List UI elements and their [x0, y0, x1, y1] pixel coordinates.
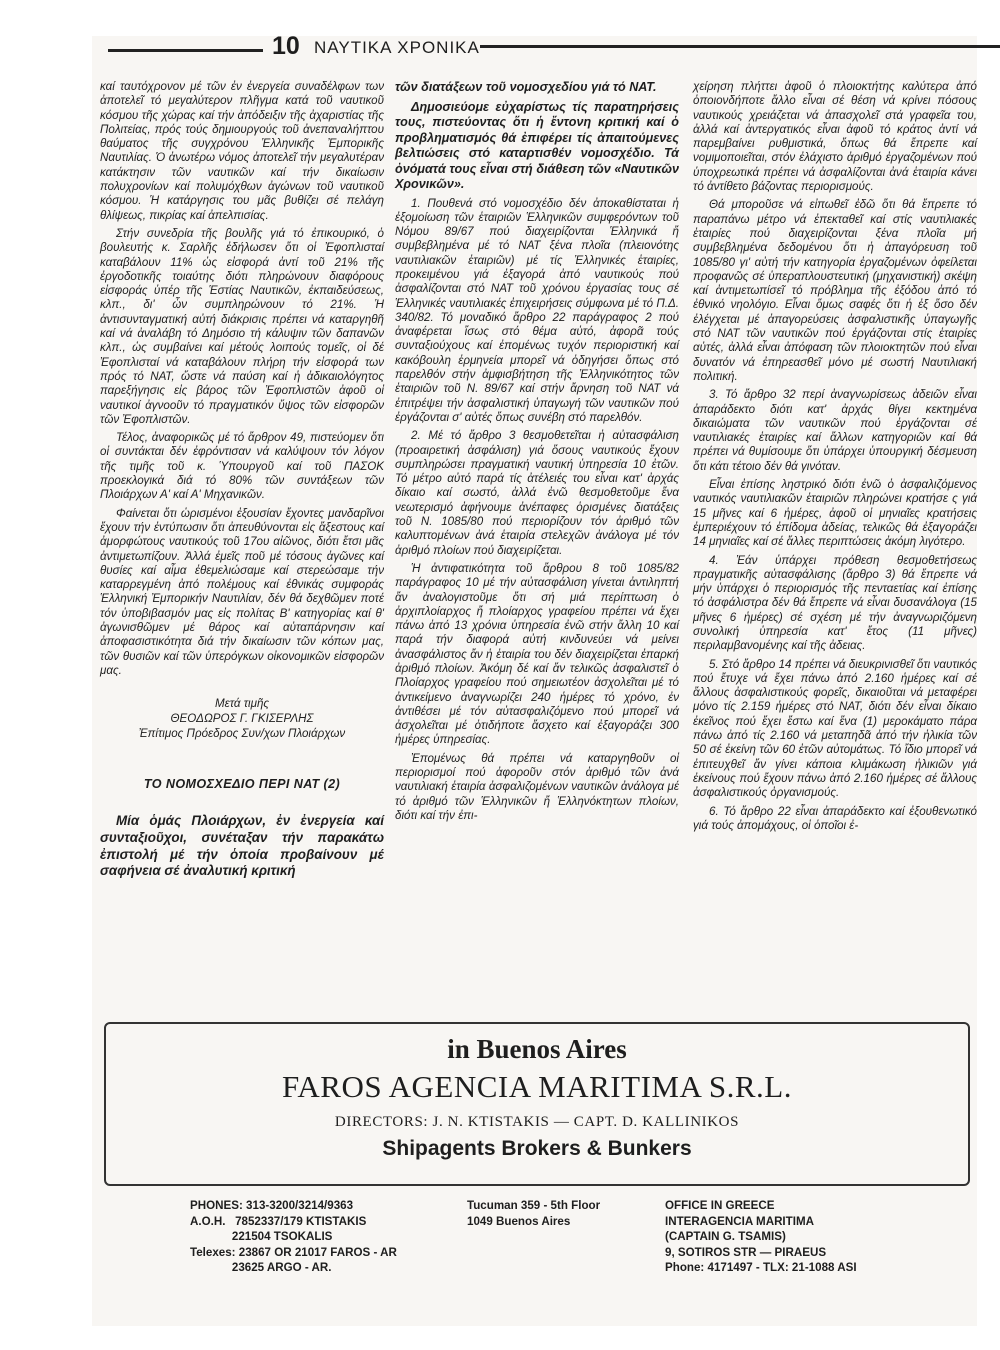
paragraph: 3. Τό ἄρθρο 32 περί ἀναγνωρίσεως ἀδειῶν εἶναι ἀπαράδεκτο διότι κατ' ἀρχάς θίγει κεκτημένα δικαιώματα τῶν ναυτικῶν πού ἐργάζονται σέ ναυτιλιακές ἑταιρίες καί ἄλλων κατηγοριῶν καί θά πρέπει νά θυμίσουμε ὅτι ὑπάρχει ὑπουργική δέσμευση ὅτι κάτι τέτοιο δέν θά γινόταν.: [693, 388, 977, 473]
header-rule-right: [480, 45, 1000, 48]
ad-location: in Buenos Aires: [447, 1034, 627, 1064]
paragraph: 1. Πουθενά στό νομοσχέδιο δέν ἀποκαθίσταται ἡ ἐξομοίωση τῶν ἑταιριῶν Ἑλληνικῶν συμφερόντων τοῦ Νόμου 89/67 πού διαχειρίζονται Ἑλληνικά ἤ συμβεβλημένα μέ τό ΝΑΤ ξένα πλοῖα (πλειονότης ναυτιλιακῶν ἑταιριῶν) μέ τίς Ἑλληνικές ἑταιρίες, προκειμένου γιά ἐξαγορά ἀπό ναυτικούς πού ἀσφαλίζονται στό ΝΑΤ τοῦ χρόνου ἐργασίας τους σέ Ἑλληνικές ναυτιλιακές ἐπιχειρήσεις σύμφωνα μέ τό Π.Δ. 340/82. Τό μοναδικό ἄρθρο 22 παράγραφος 2 πού ἀναφέρεται ἴσως στό θέμα αὐτό, ἀφορᾶ τούς συνταξιούχους καί ἐπομένως τυχόν περιοριστική καί κακόβουλη ἑρμηνεία μπορεῖ νά ὁδηγήσει ὅπως στό παρελθόν στήν ἀμφισβήτηση τῆς Ἑλληνικότητος τῶν ἑταιριῶν τοῦ Ν. 89/67 καί στήν ἄρνηση τοῦ ΝΑΤ νά ἐπιτρέψει τήν ἀσφαλιστική ὑπαγωγή τῶν ναυτικῶν πού ἐργάζονται σ' αὐτές ὅπως συνέβη στό παρελθόν.: [395, 196, 679, 424]
ad-directors: DIRECTORS: J. N. KTISTAKIS — CAPT. D. KALLINIKOS: [334, 1114, 740, 1130]
article-title: ΤΟ ΝΟΜΟΣΧΕΔΙΟ ΠΕΡΙ ΝΑΤ (2): [143, 777, 341, 792]
paragraph: καί ταυτόχρονον μέ τῶν ἐν ἐνεργεία συναδέλφων των ἀποτελεῖ τό μεγαλύτερον πλῆγμα κατά τοῦ ναυτικοῦ κόσμου τῆς χώρας καί τήν ἀπόδειξιν τῆς ἀχαριστίας τῆς Πολιτείας, πρός τούς δημιουργούς τοῦ ἀνεπαναλήπτου θαύματος τῆς συγχρόνου Ἑλληνικῆς Ἐμπορικῆς Ναυτιλίας. Ὁ ἀνωτέρω νόμος ἀποτελεῖ τήν μεγαλυτέραν κατάκτησιν τῶν ναυτικῶν καί τήν δικαίωσιν πολυχρονίων καί πολυμόχθων ἀγώνων τοῦ ναυτικοῦ κόσμου. Ἡ κατάργησις του μᾶς βυθίζει σέ πελάγη θλίψεως, πικρίας καί ἀπελπισίας.: [100, 80, 384, 222]
paragraph: Εἶναι ἐπίσης ληστρικό διότι ἐνῶ ὁ ἀσφαλιζόμενος ναυτικός ναυτιλιακῶν ἑταιριῶν πληρώνει κρατήσε ς γιά 15 μῆνες καί 6 ἡμέρες, ἀφοῦ οἱ μηνιαῖες κρατήσεις ἐμπεριέχουν τό ἐπίδομα ἀδείας, τελικῶς θά ἐξαγοράζει 14 μηνιαῖες καί σέ ἄλλες περιπτώσεις ἀκόμη λιγότερο.: [693, 478, 977, 549]
page-header: [92, 32, 972, 68]
lead-bold-editorial: Δημοσιεύομε εὐχαρίστως τίς παρατηρήσεις τους, πιστεύοντας ὅτι ἡ ἔντονη κριτική καί ὁ προβληματισμός θά ἐπιφέρει τίς ἀπαιτούμενες βελτιώσεις στό καταρτισθέν νομοσχέδιο. Τά ὀνόματά τους εἶναι στή διάθεση τῶν «Ναυτικῶν Χρονικῶν».: [395, 99, 679, 191]
paragraph: χείρηση πλήττει ἀφοῦ ὁ πλοιοκτήτης καλύτερα ἀπό ὁποιονδήποτε ἄλλο εἶναι σέ θέση νά κρίνει πόσους ναυτικούς χρειάζεται νά ἀπασχολεῖ στά γραφεῖα του, ἀλλά καί ἀντεργατικός εἶναι ἀφοῦ τό κράτος ἀντί νά παρεμβαίνει ρυθμιστικά, ὅπως θά ἔπρεπε καί νομιμοποιεῖται, στόν ἐλάχιστο ἀριθμό ἐργαζομένων πού ὑποχρεωτικά πρέπει νά ἀσφαλίζονται ἀνά ἑταιρία κάνει τό ἀντίθετο βάζοντας περιορισμούς.: [693, 80, 977, 194]
paragraph: 6. Τό ἄρθρο 22 εἶναι ἀπαράδεκτο καί ἐξουθενωτικό γιά τούς ἀπομάχους, οἱ ὁποῖοι ἐ-: [693, 804, 977, 832]
letter-signature: [100, 696, 384, 741]
paragraph: 4. Ἐάν ὑπάρχει πρόθεση θεσμοθετήσεως πραγματικῆς αὐτασφάλισης (ἄρθρο 3) θά ἔπρεπε νά μήν ὑπάρχει ὁ περιορισμός τῆς πενταετίας καί ἐπίσης τό ἀσφάλιστρα δέν θά ἔπρεπε νά εἶναι δυσανάλογα (15 μῆνες 6 ἡμέρες) σέ σχέση μέ τήν ἀναγνωριζόμενη συνολική ὑπηρεσία κατ' ἔτος (11 μῆνες) περιλαμβανομένης καί τῆς ἀδειας.: [693, 553, 977, 653]
paragraph: Τέλος, ἀναφορικῶς μέ τό ἄρθρον 49, πιστεύομεν ὅτι οἱ συντάκται δέν ἐφρόντισαν νά καλύψουν τόν λόγον τῆς τιμῆς τοῦ κ. Ὑπουργοῦ καί τοῦ ΠΑΣΟΚ προεκλογικά διά τό 80% τῶν συντάξεων τῶν Πλοιάρχων Α' καί Α' Μηχανικῶν.: [100, 431, 384, 502]
paragraph: Στήν συνεδρία τῆς βουλῆς γιά τό ἐπικουρικό, ὁ βουλευτής κ. Σαρλῆς ἐδήλωσεν ὅτι οἱ Ἐφοπλισταί καταβάλουν 11% ὡς εἰσφορά ἀντί τοῦ 21% τῆς ἐργοδοτικῆς τοιαύτης διότι πληρώνουν διαφόρους εἰσφοράς ὑπέρ τῆς Ἑστίας Ναυτικῶν, ἐκπαιδεύσεως, κλπ., δι' ὧν συμπληρώνουν τό 21%. Ἡ ἀντισυνταγματική αὐτή διάκρισις πρέπει νά καταργηθῆ καί νά ἀναλάβη τό Δημόσιο τή κάλυψιν τῶν δαπανῶν κλπ., ὡς συμβαίνει καί μέτούς λοιπούς τομεῖς, οἱ δέ Ἐφοπλισταί νά καταβάλουν πλήρη τήν εἰσφορά των πρός τό ΝΑΤ, ὥστε νά παύση καί ἡ ἀδικαιολόγητος παρεξήγησις εἰς βάρος τῶν Ἐφοπλιστῶν ἀφοῦ οἱ ναυτικοί ἀγνοοῦν τό πραγματικόν ὕψος τῶν εἰσφορῶν τῶν Ἐφοπλιστῶν.: [100, 226, 384, 426]
column-1: [100, 80, 384, 880]
paragraph: Θά μποροῦσε νά εἰπωθεῖ ἐδῶ ὅτι θά ἔπρεπε τό παραπάνω μέτρο νά ἐπεκταθεῖ καί στίς ναυτιλιακές ἑταιρίες πού διαχειρίζονται ξένα πλοῖα μή συμβεβλημένα δεδομένου ὅτι ἡ ἀπαγόρευση τοῦ 1085/80 γι' αὐτή τήν κατηγορία ἐργαζομένων ὀφείλεται προφανῶς σέ ὑπεραπλουστευτική (μηχανιστική) σκέψη καί ἀντιμετωπίσεῖ τό πρόβλημα τῆς ἐξόδου ἀπό τό ἐθνικό νηολόγιο. Εἶναι ὅμως σαφές ὅτι ἡ ἐξ ὅσο δέν ἐλέγχεται μέ ἀπαγορεύσεις ἀσφαλιστικῆς ὑπαγωγῆς στό ΝΑΤ τῶν ναυτικῶν πού ἐργάζονται στίς ἑταιρίες αὐτές, ἀλλά εἶναι ἀπόφαση τῶν πλοιοκτητῶν πού εἶναι δυνατόν νά ἐπηρεασθεῖ μόνο μέ σωστή Ναυτιλιακή πολιτική.: [693, 198, 977, 383]
paragraph: 2. Μέ τό ἄρθρο 3 θεσμοθετεῖται ἡ αὐτασφάλιση (προαιρετική ἀσφάλιση) γιά ὅσους ναυτικούς ἔχουν συμπληρώσει πραγματική ναυτική ὑπηρεσία 10 ἐτῶν. Τό μέτρο αὐτό παρά τίς ἀτέλειές του εἶναι κατ' ἀρχάς δίκαιο καί σωστό, ἀλλά ἐνῶ θεσμοθετοῦμε ἕνα νεωτερισμό ἀφήνουμε ἀνέπαφες ὁρισμένες διατάξεις τοῦ Ν. 1085/80 πού περιορίζουν τόν ἀριθμό τῶν καλυπτομένων ἀνά ἑταιρία στελεχῶν ἀνάλογα μέ τόν ἀριθμό πλοίων πού διαχειρίζεται.: [395, 429, 679, 557]
page-number: 10: [272, 32, 300, 60]
column-2: [395, 80, 679, 827]
signature-closing: Μετά τιμῆς: [214, 697, 270, 711]
magazine-title: ΝΑΥΤΙΚΑ ΧΡΟΝΙΚΑ: [314, 38, 480, 57]
paragraph: Ἐπομένως θά πρέπει νά καταργηθοῦν οἱ περιορισμοί πού ἀφοροῦν στόν ἀριθμό τῶν ἀνά ναυτιλιακή ἑταιρία ἀσφαλιζομένων ναυτικῶν ἀνάλογα μέ τό ἀριθμό τῶν Ἑλληνικῶν ἤ Ἑλληνόκτητων πλοίων, διότι καί τήν ἐπι-: [395, 751, 679, 822]
ad-services: Shipagents Brokers & Bunkers: [382, 1137, 692, 1160]
ad-greece-office: OFFICE IN GREECE INTERAGENCIA MARITIMA (CAPTAIN G. TSAMIS) 9, SOTIROS STR — PIRAEUS Phone: 4171497 - TLX: 21-1088 ASI: [665, 1199, 857, 1274]
article-intro: Μία ὁμάς Πλοιάρχων, ἐν ἐνεργεία καί συνταξιοῦχοι, συνέταξαν τήν παρακάτω ἐπιστολή μέ τήν ὁποία προβαίνουν μέ σαφήνεια σέ ἀναλυτική κριτική: [100, 813, 384, 879]
header-rule-left: [108, 49, 263, 52]
paragraph: 5. Στό ἄρθρο 14 πρέπει νά διευκρινισθεῖ ὅτι ναυτικός πού ἔτυχε νά ἔχει πάνω ἀπό 2.160 ἡμέρες καί σέ ἄλλους ἀσφαλιστικούς φορεῖς, δικαιοῦται νά μεταφέρει μόνο τίς 2.159 ἡμέρες στό ΝΑΤ, διότι δέν εἶναι δίκαιο ἐκεῖνος πού ἔχει ἔστω καί ἕνα (1) μεροκάματο πάρα πάνω ἀπό τίς 2.160 νά μεταπηδᾶ ἀπό τήν ἡλικία τῶν 50 σέ ἐκείνη τῶν 60 ἐτῶν αὐτομάτως. Τό ἴδιο μπορεῖ νά ἐπιτευχθεῖ ἄν γίνει κάποια κλιμάκωση ἡλικιῶν γιά ἐκείνους πού ἔχουν πάνω ἀπό 2.160 ἡμέρες σέ ἄλλους ἀσφαλιστικούς ὀργανισμούς.: [693, 657, 977, 800]
ad-phones: PHONES: 313-3200/3214/9363 A.O.H. 7852337/179 KTISTAKIS 221504 TSOKALIS Telexes: 23867 OR 21017 FAROS - AR 23625 ARGO - AR.: [190, 1199, 397, 1274]
signature-role: Ἐπίτιμος Πρόεδρος Συν/χων Πλοιάρχων: [138, 727, 346, 741]
paragraph: Ἡ ἀντιφατικότητα τοῦ ἄρθρου 8 τοῦ 1085/82 παράγραφος 10 μέ τήν αὐτασφάλιση γίνεται ἀντιληπτή ἄν ἀναλογιστοῦμε ὅτι σή μιά περίπτωση ὁ ἀρχιπλοίαρχος ἤ πλοίαρχος γραφείου πρέπει νά ἔχει πάνω ἀπό 13 χρόνια ὑπηρεσία ἐνῶ στήν ἄλλη 10 καί παρά τήν διαφορά αὐτή κινδυνεύει νά μείνει ἀνασφάλιστος ἄν ἡ ἑταιρία του δέν διαχειρίζεται ἐπαρκή ἀριθμό πλοίων. Ἀκόμη δέ καί ἄν τελικῶς ἀσφαλιστεῖ ὁ Πλοίαρχος γραφείου πού σημειωτέον ἀσχολεῖται μέ τό ἀντικείμενο ἀναγνωρίζει 240 ἡμέρες τό χρόνο, ἐν ἀντιθέσει μέ τόν αὐτασφαλιζόμενο πού μπορεῖ νά ἀσχολεῖται μέ ὁτιδήποτε ἄσχετο καί ἐξαγοράζει 300 ἡμέρες ὑπηρεσίας.: [395, 561, 679, 747]
ad-company-name: FAROS AGENCIA MARITIMA S.R.L.: [281, 1069, 792, 1104]
advertisement-box: [104, 1022, 970, 1186]
lead-bold-continuation: τῶν διατάξεων τοῦ νομοσχεδίου γιά τό ΝΑΤ.: [395, 80, 657, 94]
paragraph: Φαίνεται ὅτι ὡρισμένοι ἐξουσίαν ἔχοντες μανδαρῖνοι ἔχουν τήν ἐντύπωσιν ὅτι ἀπευθύνονται εἰς ἄξεστους καί ἀμορφώτους ναυτικούς τοῦ 17ου αἰῶνος, διότι ἔτσι μᾶς ἀντιμετωπίζουν. Ἀλλά ἐμεῖς ποῦ μέ τόσους ἀγῶνες καί θυσίες καί αἷμα ἐθεμελιώσαμε καί στερεώσαμε τήν καταρρεγμένη ἀπό πολέμους καί ἐθνικάς συμφοράς Ἑλληνική Ἐμπορικήν Ναυτιλίαν, δέν θά δεχθῶμεν ποτέ τόν ὑποβιβασμόν μας εἰς πολίτας Β' κατηγορίας καί θ' ἀγωνισθῶμεν μέ θάρος καί αὐταπάρνησιν καί ἀποφασιστικότητα διά τήν δικαίωσιν τῶν κόπων μας, τῶν θυσιῶν καί τῶν ὑπερόγκων οἰκονομικῶν εἰσφορῶν μας.: [100, 506, 384, 677]
ad-address: Tucuman 359 - 5th Floor 1049 Buenos Aires: [467, 1199, 601, 1228]
column-3: [693, 80, 977, 837]
signature-name: ΘΕΟΔΩΡΟΣ Γ. ΓΚΙΣΕΡΛΗΣ: [170, 712, 314, 726]
